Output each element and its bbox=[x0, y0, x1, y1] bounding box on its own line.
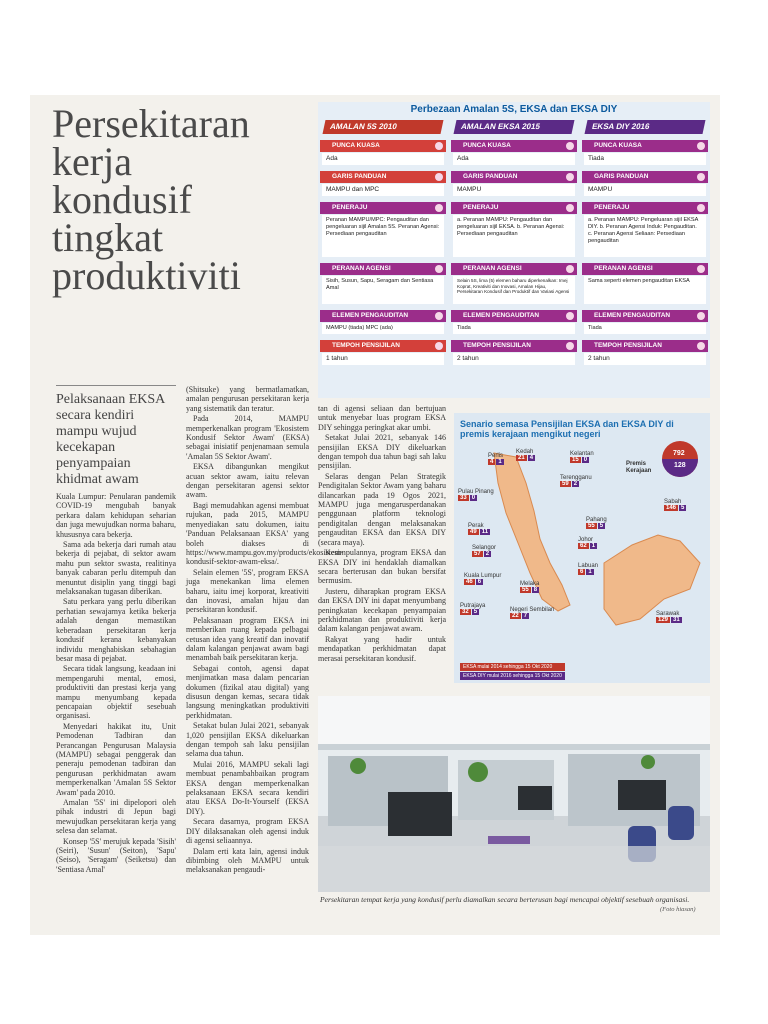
state-eksa-count: 57 bbox=[474, 551, 481, 557]
paragraph: tan di agensi seliaan dan bertujuan untuk menyebar luas program EKSA DIY sehingga peringkat akar umbi. bbox=[318, 404, 446, 432]
state-stat bbox=[560, 475, 592, 487]
legend-diy: EKSA DIY mulai 2016 sehingga 15 Okt 2020 bbox=[460, 672, 565, 680]
state-diy-count: 6 bbox=[477, 579, 482, 585]
state-diy-count: 7 bbox=[523, 613, 528, 619]
row-label: GARIS PANDUAN bbox=[451, 171, 577, 183]
state-stat bbox=[516, 449, 535, 461]
comparison-infographic bbox=[318, 102, 710, 398]
state-diy-count: 2 bbox=[485, 551, 490, 557]
paragraph: Konsep '5S' merujuk kepada 'Sisih' (Seiri), 'Susun' (Seiton), 'Sapu' (Seiso), 'Seragam' (Seiketsu) dan 'Sentiasa Amal' bbox=[56, 836, 176, 874]
cell-value: Ada bbox=[322, 153, 444, 165]
state-diy-count: 5 bbox=[599, 523, 604, 529]
state-stat bbox=[520, 581, 539, 593]
state-eksa-count: 49 bbox=[470, 529, 477, 535]
row-label: PENERAJU bbox=[451, 202, 577, 214]
state-name: Johor bbox=[578, 537, 594, 543]
article-column-2 bbox=[186, 385, 344, 917]
state-name: Putrajaya bbox=[460, 603, 486, 609]
state-name: Pahang bbox=[586, 517, 607, 523]
state-name: Terengganu bbox=[560, 475, 592, 481]
state-stat bbox=[488, 453, 504, 465]
subheadline: Pelaksanaan EKSA secara kendiri mampu wujud kecekapan penyampaian khidmat awam bbox=[56, 392, 165, 487]
column-heading: EKSA DIY 2016 bbox=[585, 120, 706, 134]
state-stat bbox=[578, 537, 597, 549]
state-eksa-count: 55 bbox=[522, 587, 529, 593]
cell-value: Peranan MAMPU/MPC: Pengauditan dan pengeluaran sijil Amalan 5S. Peranan Agensi: Persediaan pengauditan bbox=[322, 215, 444, 257]
cell-value: 2 tahun bbox=[584, 353, 706, 365]
cell-value: Tiada bbox=[584, 323, 706, 334]
row-label: GARIS PANDUAN bbox=[582, 171, 708, 183]
cell-value: MAMPU bbox=[453, 184, 575, 196]
cell-value: Tiada bbox=[453, 323, 575, 334]
state-diy-count: 5 bbox=[681, 505, 685, 511]
state-diy-count: 2 bbox=[573, 481, 578, 487]
paragraph: Mulai 2016, MAMPU sekali lagi membuat penambahbaikan program EKSA dengan memperkenalkan pelaksanaan EKSA secara kendiri atau EKSA Do-It-Yourself (EKSA DIY). bbox=[186, 759, 309, 816]
divider bbox=[56, 385, 176, 386]
state-diy-count: 4 bbox=[529, 455, 534, 461]
paragraph: Sama ada bekerja dari rumah atau bekerja di pejabat, di sektor awam mahu pun sektor swasta, realitinya banyak cabaran perlu ditempuh dan menuntut disiplin yang tinggi bagi melaksanakan tugasan diberikan. bbox=[56, 540, 176, 597]
headline-line: produktiviti bbox=[52, 253, 241, 298]
paragraph: Setakat Julai 2021, sebanyak 146 pensijilan EKSA DIY dikeluarkan dengan tempoh dua tahun bagi sah laku pensijilan. bbox=[318, 433, 446, 471]
state-eksa-count: 62 bbox=[580, 543, 587, 549]
state-eksa-count: 22 bbox=[512, 613, 519, 619]
row-label: TEMPOH PENSIJILAN bbox=[582, 340, 708, 352]
state-name: Perak bbox=[468, 523, 484, 529]
column-heading: AMALAN 5S 2010 bbox=[323, 120, 444, 134]
state-diy-count: 5 bbox=[473, 609, 478, 615]
state-name: Melaka bbox=[520, 581, 540, 587]
legend-eksa: EKSA mulai 2014 sehingga 15 Okt 2020 bbox=[460, 663, 565, 671]
headline-line: Persekitaran bbox=[52, 101, 250, 146]
state-diy-count: 0 bbox=[471, 495, 476, 501]
premis-count-diy: 128 bbox=[674, 462, 686, 469]
state-eksa-count: 4 bbox=[490, 459, 494, 465]
cell-value: Sama seperti elemen pengauditan EKSA bbox=[584, 276, 706, 304]
office-interior-image bbox=[318, 696, 710, 892]
state-stat bbox=[586, 517, 607, 529]
column-eksa-diy bbox=[582, 120, 708, 396]
headline-line: tingkat bbox=[52, 215, 164, 260]
row-label: PUNCA KUASA bbox=[320, 140, 446, 152]
state-diy-count: 1 bbox=[498, 459, 502, 465]
row-label: PENERAJU bbox=[320, 202, 446, 214]
premis-count-eksa: 792 bbox=[673, 450, 685, 457]
column-amalan-5s bbox=[320, 120, 446, 396]
state-stat bbox=[464, 573, 501, 585]
state-name: Sarawak bbox=[656, 611, 680, 617]
paragraph: (Shitsuke) yang bermatlamatkan, amalan pengurusan persekitaran kerja yang sistematik dan teratur. bbox=[186, 385, 309, 413]
state-name: Sabah bbox=[664, 499, 682, 505]
state-eksa-count: 21 bbox=[518, 455, 525, 461]
state-diy-count: 1 bbox=[591, 543, 596, 549]
row-label: ELEMEN PENGAUDITAN bbox=[582, 310, 708, 322]
cell-value: MAMPU dan MPC bbox=[322, 184, 444, 196]
paragraph: Secara tidak langsung, keadaan ini mempengaruhi mental, emosi, produktiviti dan prestasi kerja yang mampu menyumbang kepada pencapaian objektif sesebuah organisasi. bbox=[56, 664, 176, 721]
row-label: PUNCA KUASA bbox=[451, 140, 577, 152]
paragraph: Sebagai contoh, agensi dapat menjimatkan masa dalam pencarian dokumen (fizikal atau digital) yang disusun dengan kemas, secara tidak langsung meningkatkan produktiviti perkhidmatan. bbox=[186, 663, 309, 720]
state-diy-count: 11 bbox=[481, 529, 489, 535]
row-label: ELEMEN PENGAUDITAN bbox=[320, 310, 446, 322]
headline-line: kerja bbox=[52, 139, 132, 184]
column-amalan-eksa bbox=[451, 120, 577, 396]
state-name: Labuan bbox=[578, 563, 599, 569]
row-label: TEMPOH PENSIJILAN bbox=[451, 340, 577, 352]
map-title: Senario semasa Pensijilan EKSA dan EKSA DIY di premis kerajaan mengikut negeri bbox=[460, 419, 674, 439]
infographic-title: Perbezaan Amalan 5S, EKSA dan EKSA DIY bbox=[410, 104, 618, 115]
state-name: Negeri Sembilan bbox=[510, 607, 555, 613]
cell-value: 1 tahun bbox=[322, 353, 444, 365]
paragraph: Selaras dengan Pelan Strategik Pendigitalan Sektor Awam yang baharu dilancarkan pada 19 Ogos 2021, MAMPU juga mengarusperdanakan penggunaan platform teknologi pendigitalan dengan melaksanakan pengauditan EKSA dan EKSA DIY (secara maya). bbox=[318, 471, 446, 547]
cell-value: Tiada bbox=[584, 153, 706, 165]
state-eksa-count: 146 bbox=[666, 505, 677, 511]
state-name: Pulau Pinang bbox=[458, 489, 494, 495]
state-stat bbox=[578, 563, 598, 575]
state-name: Perlis bbox=[488, 453, 504, 459]
cell-value: Selain 5S, lima (5) elemen baharu diperkenalkan: Imej Koprat, Kreativiti dan Inovasi, Amalan Hijau, Persekitaran Kondusif dan Produktif dan Variasi Agensi bbox=[453, 276, 575, 304]
state-stat bbox=[468, 523, 490, 535]
row-label: ELEMEN PENGAUDITAN bbox=[451, 310, 577, 322]
state-stat bbox=[664, 499, 686, 511]
paragraph: EKSA dibangunkan mengikut acuan sektor awam, iaitu relevan dengan persekitaran agensi sektor awam. bbox=[186, 462, 309, 500]
paragraph: Setakat bulan Julai 2021, sebanyak 1,020 pensijilan EKSA dikeluarkan dengan tempoh sah laku pensijilan selama dua tahun. bbox=[186, 721, 309, 759]
row-label: PERANAN AGENSI bbox=[320, 263, 446, 275]
cell-value: a. Peranan MAMPU: Pengauditan dan pengeluaran sijil EKSA. b. Peranan Agensi: Persediaan pengauditan bbox=[453, 215, 575, 257]
cell-value: a. Peranan MAMPU: Pengeluaran sijil EKSA DIY. b. Peranan Agensi Induk: Pengauditan. c. Peranan Agensi Seliaan: Persediaan pengauditan bbox=[584, 215, 706, 257]
map-legend bbox=[460, 663, 565, 681]
state-stat bbox=[510, 607, 554, 619]
paragraph: Pada 2014, MAMPU memperkenalkan program 'Ekosistem Kondusif Sektor Awam' (EKSA) sebagai inisiatif penjenamaan semula 'Amalan 5S Sektor Awam'. bbox=[186, 414, 309, 461]
photo-credit: (Foto hiasan) bbox=[660, 906, 696, 913]
cell-value: 2 tahun bbox=[453, 353, 575, 365]
office-photo bbox=[318, 696, 710, 892]
state-eksa-count: 33 bbox=[460, 495, 467, 501]
row-label: PERANAN AGENSI bbox=[451, 263, 577, 275]
state-name: Kuala Lumpur bbox=[464, 573, 502, 579]
paragraph: Bagi memudahkan agensi membuat rujukan, pada 2015, MAMPU menyediakan satu dokumen, iaitu 'Panduan Pelaksanaan EKSA' yang boleh diakses di https://www.mampu.gov.my/products/ekosistem-kondusif-sektor-awam-eksa/. bbox=[186, 500, 344, 567]
state-name: Kedah bbox=[516, 449, 534, 455]
cell-value: MAMPU bbox=[584, 184, 706, 196]
state-name: Selangor bbox=[472, 545, 497, 551]
state-eksa-count: 55 bbox=[588, 523, 595, 529]
paragraph: Satu perkara yang perlu diberikan perhatian sewajarnya ketika bekerja adalah dengan memastikan keberadaan persekitaran kerja kondusif kerana kebanyakan individu menghabiskan sebahagian besar masa di pejabat. bbox=[56, 597, 176, 663]
row-label: PENERAJU bbox=[582, 202, 708, 214]
paragraph: Secara dasarnya, program EKSA DIY dilaksanakan oleh agensi induk di agensi seliaannya. bbox=[186, 817, 309, 846]
photo-caption: Persekitaran tempat kerja yang kondusif perlu diamalkan secara berterusan bagi mencapai objektif sesebuah organisasi. bbox=[320, 895, 690, 904]
state-diy-count: 31 bbox=[673, 617, 680, 623]
state-stat bbox=[570, 451, 594, 463]
state-stat bbox=[656, 611, 682, 623]
state-eksa-count: 59 bbox=[562, 481, 569, 487]
row-label: PERANAN AGENSI bbox=[582, 263, 708, 275]
row-label: TEMPOH PENSIJILAN bbox=[320, 340, 446, 352]
paragraph: Kesimpulannya, program EKSA dan EKSA DIY ini hendaklah diamalkan secara berterusan dan bukan bersifat bermusim. bbox=[318, 548, 446, 586]
state-eksa-count: 129 bbox=[658, 617, 669, 623]
state-eksa-count: 32 bbox=[462, 609, 469, 615]
state-eksa-count: 46 bbox=[466, 579, 473, 585]
row-label: PUNCA KUASA bbox=[582, 140, 708, 152]
article-column-3 bbox=[318, 404, 446, 690]
row-label: GARIS PANDUAN bbox=[320, 171, 446, 183]
state-diy-count: 1 bbox=[588, 569, 592, 575]
article-column-1 bbox=[56, 492, 176, 912]
state-diy-count: 8 bbox=[533, 587, 538, 593]
column-heading: AMALAN EKSA 2015 bbox=[454, 120, 575, 134]
headline bbox=[52, 101, 312, 298]
paragraph: Dalam erti kata lain, agensi induk dibimbing oleh MAMPU untuk melaksanakan pengaudi- bbox=[186, 846, 309, 875]
paragraph: Justeru, diharapkan program EKSA dan EKSA DIY ini dapat menyumbang peningkatan kecekapan penyampaian perkhidmatan dan produktiviti kerja dalam kalangan penjawat awam. bbox=[318, 586, 446, 634]
paragraph: Kuala Lumpur: Penularan pandemik COVID-19 mengubah banyak perkara dalam kehidupan seharian dan juga mewujudkan norma baharu, khususnya cara bekerja. bbox=[56, 492, 176, 539]
paragraph: Amalan '5S' ini dipelopori oleh pihak industri di Jepun bagi mewujudkan persekitaran kerja yang selesa dan selamat. bbox=[56, 798, 176, 836]
state-name: Kelantan bbox=[570, 451, 594, 457]
state-map-infographic bbox=[454, 413, 710, 683]
cell-value: MAMPU (tiada) MPC (ada) bbox=[322, 323, 444, 334]
paragraph: Selain elemen '5S', program EKSA juga menekankan lima elemen baharu, iaitu imej korporat, kreativiti dan inovasi, amalan hijau dan persekitaran kondusif. bbox=[186, 567, 309, 615]
state-diy-count: 0 bbox=[583, 457, 588, 463]
paragraph: Pelaksanaan program EKSA ini memberikan ruang kepada pelbagai cetusan idea yang kreatif dan inovatif dalam kalangan penjawat awam bagi menambah baik persekitaran kerja. bbox=[186, 615, 309, 663]
state-eksa-count: 15 bbox=[572, 457, 579, 463]
headline-line: kondusif bbox=[52, 177, 192, 222]
state-eksa-count: 6 bbox=[580, 569, 584, 575]
premis-label: Premis Kerajaan bbox=[626, 461, 652, 474]
state-stat bbox=[472, 545, 496, 557]
cell-value: Sisih, Susun, Sapu, Seragam dan Sentiasa Amal bbox=[322, 276, 444, 304]
paragraph: Rakyat yang hadir untuk mendapatkan perkhidmatan dapat merasai persekitaran kondusif. bbox=[318, 634, 446, 663]
state-stat bbox=[458, 489, 494, 501]
paragraph: Menyedari hakikat itu, Unit Pemodenan Tadbiran dan Perancangan Pengurusan Malaysia (MAMPU) sebagai penggerak dan peneraju pemodenan tadbiran dan pengurusan perkhidmatan awam memperkenalkan 'Amalan 5S Sektor Awam' pada 2010. bbox=[56, 721, 176, 797]
cell-value: Ada bbox=[453, 153, 575, 165]
state-stat bbox=[460, 603, 485, 615]
